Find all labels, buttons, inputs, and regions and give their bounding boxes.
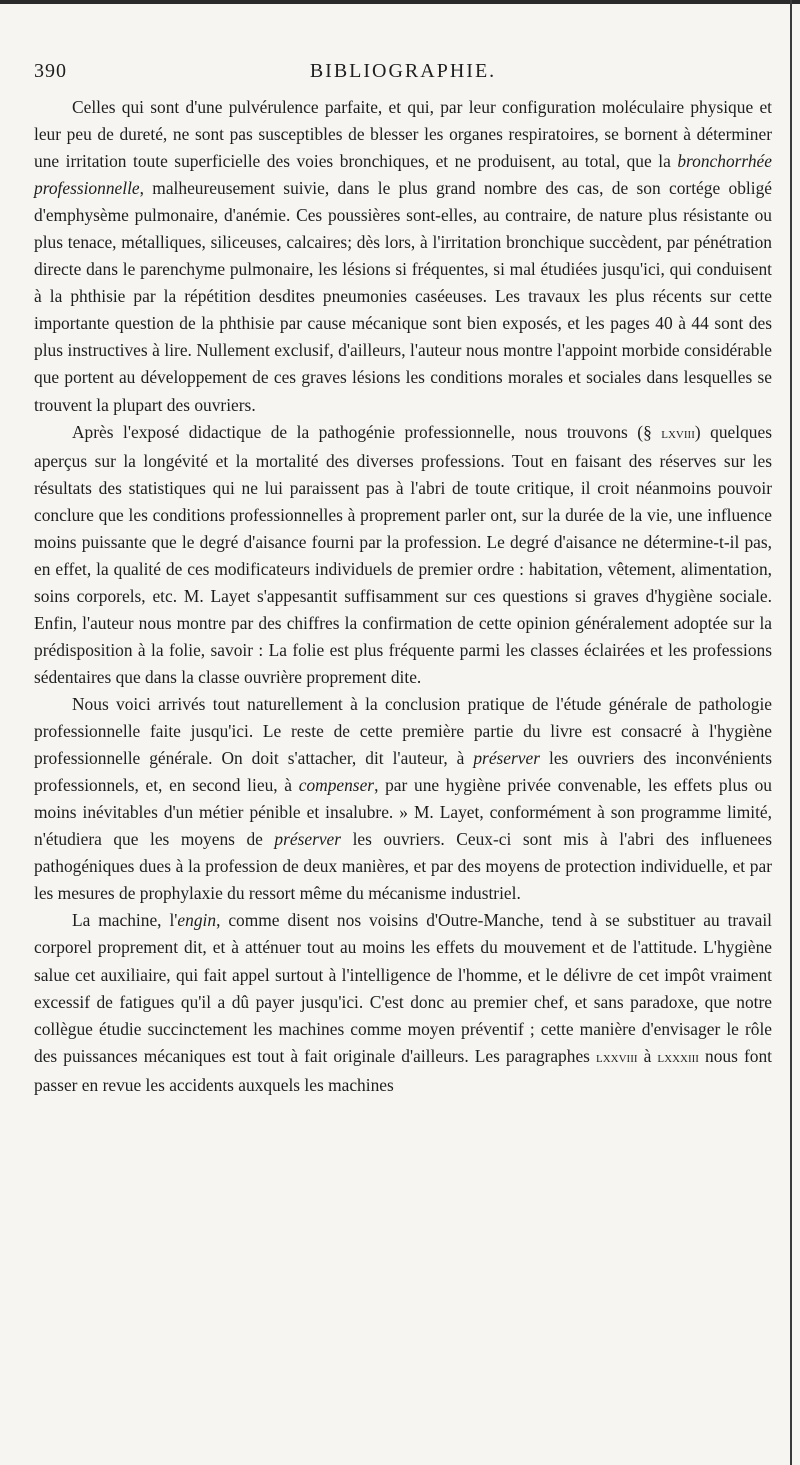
book-page	[34, 60, 772, 1099]
text-run: les ouvriers des inconvénients professionnels, et, en second lieu, à	[34, 748, 773, 796]
page-number: 390	[34, 60, 67, 82]
italic-text: bronchorrhée professionnelle	[34, 151, 772, 199]
paragraph	[34, 94, 772, 419]
text-run: les ouvriers. Ceux-ci sont mis à l'abri des influenees pathogéniques dues à la profession de deux manières, et par des moyens de protection individuelle, et par les mesures de prophylaxie du ressort même du mécanisme industriel.	[34, 829, 772, 904]
text-run: , comme disent nos voisins d'Outre-Manche, tend à se substituer au travail corporel proprement dit, et à atténuer tout au moins les effets du mouvement et de l'attitude. L'hygiène salue cet auxiliaire, qui fait appel surtout à l'intelligence de l'homme, et le délivre de cet impôt vraiment excessif de fatigues qu'il a dû payer jusqu'ici. C'est donc au premier chef, et sans paradoxe, que notre collègue étudie succinctement les machines comme moyen préventif ; cette manière d'envisager le rôle des puissances mécaniques est tout à fait originale d'ailleurs. Les paragraphes	[34, 910, 772, 1066]
text-run: , par une hygiène privée convenable, les effets plus ou moins inévitables d'un métier pénible et insalubre. » M. Layet, conformément à son programme limité, n'étudiera que les moyens de	[34, 775, 772, 850]
text-run: Nous voici arrivés tout naturellement à la conclusion pratique de l'étude générale de pathologie professionnelle faite jusqu'ici. Le reste de cette première partie du livre est consacré à l'hygiène professionnelle générale. On doit s'attacher, dit l'auteur, à	[34, 694, 772, 769]
section-title: BIBLIOGRAPHIE.	[309, 60, 497, 82]
italic-text: préserver	[473, 748, 541, 769]
paragraph	[34, 691, 772, 907]
paragraph	[34, 419, 772, 691]
top-border-rule	[0, 0, 800, 4]
section-reference: lxxxiii	[657, 1049, 699, 1066]
running-head	[34, 60, 772, 90]
italic-text: compenser	[298, 775, 375, 796]
text-run: , malheureusement suivie, dans le plus grand nombre des cas, de son cortége obligé d'emphysème pulmonaire, d'anémie. Ces poussières sont-elles, au contraire, de nature plus résistante ou plus tenace, métalliques, siliceuses, calcaires; dès lors, à l'irritation bronchique succèdent, par pénétration directe dans le parenchyme pulmonaire, les lésions si fréquentes, si mal étudiées jusqu'ici, qui conduisent à la phthisie par la répétition desdites pneumonies caséeuses. Les travaux les plus récents sur cette importante question de la phthisie par cause mécanique sont bien exposés, et les pages 40 à 44 sont des plus instructives à lire. Nullement exclusif, d'ailleurs, l'auteur nous montre l'appoint morbide considérable que portent au développement de ces graves lésions les conditions morales et sociales dans lesquelles se trouvent la plupart des ouvriers.	[34, 178, 772, 415]
section-reference: lxxviii	[596, 1049, 638, 1066]
text-run: Celles qui sont d'une pulvérulence parfaite, et qui, par leur configuration moléculaire physique et leur peu de dureté, ne sont pas susceptibles de blesser les organes respiratoires, se bornent à déterminer une irritation toute superficielle des voies bronchiques, et ne produisent, au total, que la	[34, 97, 772, 172]
paragraph	[34, 907, 772, 1098]
text-run: nous font passer en revue les accidents auxquels les machines	[34, 1045, 772, 1095]
text-run: Après l'exposé didactique de la pathogénie professionnelle, nous trouvons (§	[72, 421, 662, 442]
text-run: à	[637, 1045, 658, 1066]
text-run: La machine, l'	[72, 910, 178, 931]
body-text	[34, 94, 772, 1099]
right-border-rule	[790, 0, 792, 1465]
section-reference: lxviii	[661, 425, 695, 442]
text-run: ) quelques aperçus sur la longévité et la mortalité des diverses professions. Tout en faisant des réserves sur les résultats des statistiques qui ne lui paraissent pas à l'abri de toute critique, il croit néanmoins pouvoir conclure que les conditions professionnelles à proprement parler ont, sur la durée de la vie, une influence moins puissante que le degré d'aisance fourni par la profession. Le degré d'aisance ne détermine-t-il pas, en effet, la qualité de ces modificateurs individuels de premier ordre : habitation, vêtement, alimentation, soins corporels, etc. M. Layet s'appesantit suffisamment sur ces questions si graves d'hygiène sociale. Enfin, l'auteur nous montre par des chiffres la confirmation de cette opinion généralement adoptée sur la prédisposition à la folie, savoir : La folie est plus fréquente parmi les classes éclairées et les professions sédentaires que dans la classe ouvrière proprement dite.	[34, 421, 772, 687]
italic-text: engin	[177, 910, 217, 931]
italic-text: préserver	[274, 829, 342, 850]
